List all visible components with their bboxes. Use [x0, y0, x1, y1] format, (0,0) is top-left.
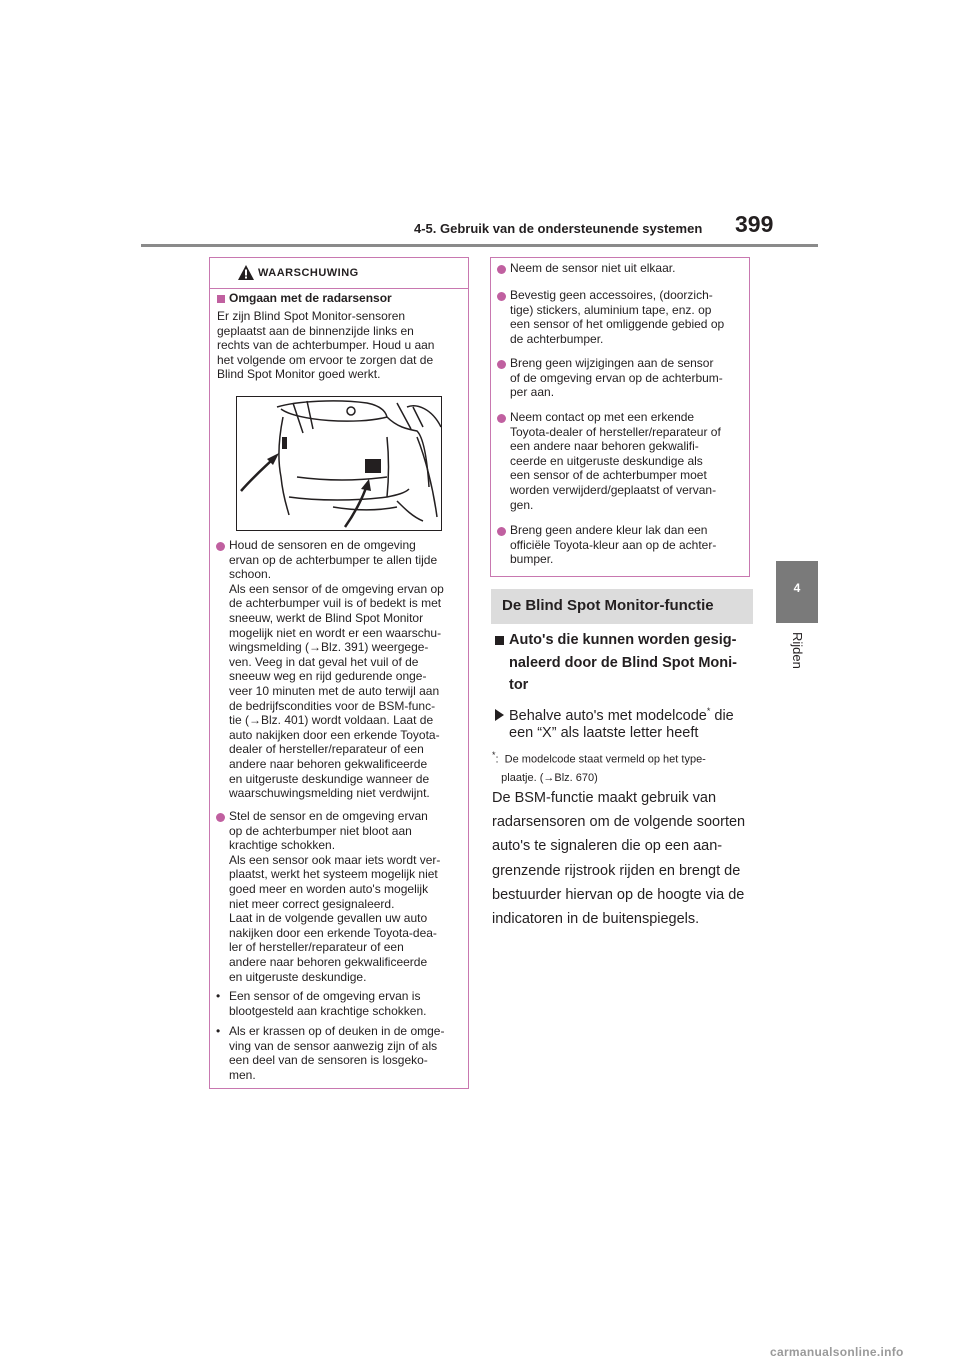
- footnote-star: *: [492, 750, 496, 760]
- warning-item-1: Houd de sensoren en de omgeving ervan op de achterbumper te allen tijde schoon. Als een sensor of de omgeving ervan op de achterbumper vuil is of bedekt is met sneeuw, werkt de Blind Spot Monitor mogelijk niet en wordt er een waarschu- wingsmelding (→Blz. 391) weergege- ven. Veeg in dat geval het vuil of de sneeuw weg en rijd gedurende onge- veer 10 minuten met de auto terwijl aan de bedrijfscondities voor de BSM-func- tie (→Blz. 401) wordt voldaan. Laat de auto nakijken door een erkende Toyota- dealer of hersteller/reparateur of een andere naar behoren gekwalificeerde en uitgeruste deskundige wanneer de waarschuwingsmelding niet verdwijnt.: [229, 538, 444, 801]
- arrow-right-icon: [495, 709, 504, 721]
- bullet-dot-icon: [497, 414, 506, 423]
- bullet-dot-icon: [497, 527, 506, 536]
- warning-heading: WAARSCHUWING: [258, 267, 359, 279]
- chapter-number: 4: [793, 581, 801, 595]
- warning-item-2: Stel de sensor en de omgeving ervan op de achterbumper niet bloot aan krachtige schokken. Als een sensor ook maar iets wordt ver- plaatst, werkt het systeem mogelijk niet goed meer en worden auto's mogelijk niet meer correct gesignaleerd. Laat in de volgende gevallen uw auto nakijken door een erkende Toyota-dea- ler of hersteller/reparateur of een andere naar behoren gekwalificeerde en uitgeruste deskundige.: [229, 809, 441, 984]
- warning-header: [210, 258, 468, 289]
- sub-bullet: •: [216, 989, 221, 1003]
- rear-bumper-sensor-figure: [236, 396, 442, 531]
- section-header-title: 4-5. Gebruik van de ondersteunende systemen: [414, 221, 703, 236]
- model-code-line-2: een “X” als laatste letter heeft: [509, 725, 699, 741]
- footnote: [492, 746, 706, 787]
- rear-bumper-illustration-icon: [237, 397, 441, 530]
- warning-subheading: Omgaan met de radarsensor: [229, 291, 392, 305]
- bullet-dot-icon: [216, 542, 225, 551]
- warning-triangle-icon: [237, 264, 255, 281]
- subheading-square-icon: [217, 295, 225, 303]
- footnote-text: : De modelcode staat vermeld op het type- plaatje. (→Blz. 670): [495, 753, 706, 784]
- header-divider: [141, 244, 818, 247]
- footnote-marker: *: [706, 706, 711, 716]
- section-body: De BSM-functie maakt gebruik van radarsensoren om de volgende soorten auto's te signaleren die op een aan- grenzende rijstrook rijden en brengt de bestuurder hiervan op de hoogte via de indicatoren in de buitenspiegels.: [492, 790, 746, 928]
- bullet-dot-icon: [216, 813, 225, 822]
- info-item-3: Breng geen wijzigingen aan de sensor of de omgeving ervan op de achterbum- per aan.: [510, 356, 723, 400]
- section-subheading: Auto's die kunnen worden gesig- naleerd door de Blind Spot Moni- tor: [509, 632, 737, 693]
- info-item-1: Neem de sensor niet uit elkaar.: [510, 261, 676, 275]
- chapter-label: Rijden: [790, 632, 805, 669]
- warning-intro: Er zijn Blind Spot Monitor-sensoren geplaatst aan de binnenzijde links en rechts van de achterbumper. Houd u aan het volgende om ervoor te zorgen dat de Blind Spot Monitor goed werkt.: [217, 309, 435, 382]
- page-number: 399: [735, 211, 774, 237]
- section-title: De Blind Spot Monitor-functie: [502, 597, 714, 614]
- warning-sub-item-1: Een sensor of de omgeving ervan is blootgesteld aan krachtige schokken.: [229, 989, 427, 1018]
- info-item-4: Neem contact op met een erkende Toyota-dealer of hersteller/reparateur of een andere naar behoren gekwalifi- ceerde en uitgeruste deskundige als een sensor of de achterbumper moet worden verwijderd/geplaatst of vervan- gen.: [510, 410, 721, 512]
- bullet-dot-icon: [497, 265, 506, 274]
- warning-sub-item-2: Als er krassen op of deuken in de omge- ving van de sensor aanwezig zijn of als een deel van de sensoren is losgeko- men.: [229, 1024, 445, 1082]
- chapter-label-wrap: [783, 632, 813, 692]
- bullet-dot-icon: [497, 292, 506, 301]
- info-item-5: Breng geen andere kleur lak dan een officiële Toyota-kleur aan op de achter- bumper.: [510, 523, 717, 567]
- model-code-text-end: die: [710, 707, 734, 724]
- subheading-square-icon: [495, 636, 504, 645]
- section-title-bar: [491, 589, 753, 624]
- chapter-tab: [776, 561, 818, 623]
- bullet-dot-icon: [497, 360, 506, 369]
- info-item-2: Bevestig geen accessoires, (doorzich- tige) stickers, aluminium tape, enz. op een sensor of het omliggende gebied op de achterbumper.: [510, 288, 725, 346]
- watermark: carmanualsonline.info: [770, 1345, 904, 1358]
- model-code-text: Behalve auto's met modelcode: [509, 707, 707, 724]
- sub-bullet: •: [216, 1024, 221, 1038]
